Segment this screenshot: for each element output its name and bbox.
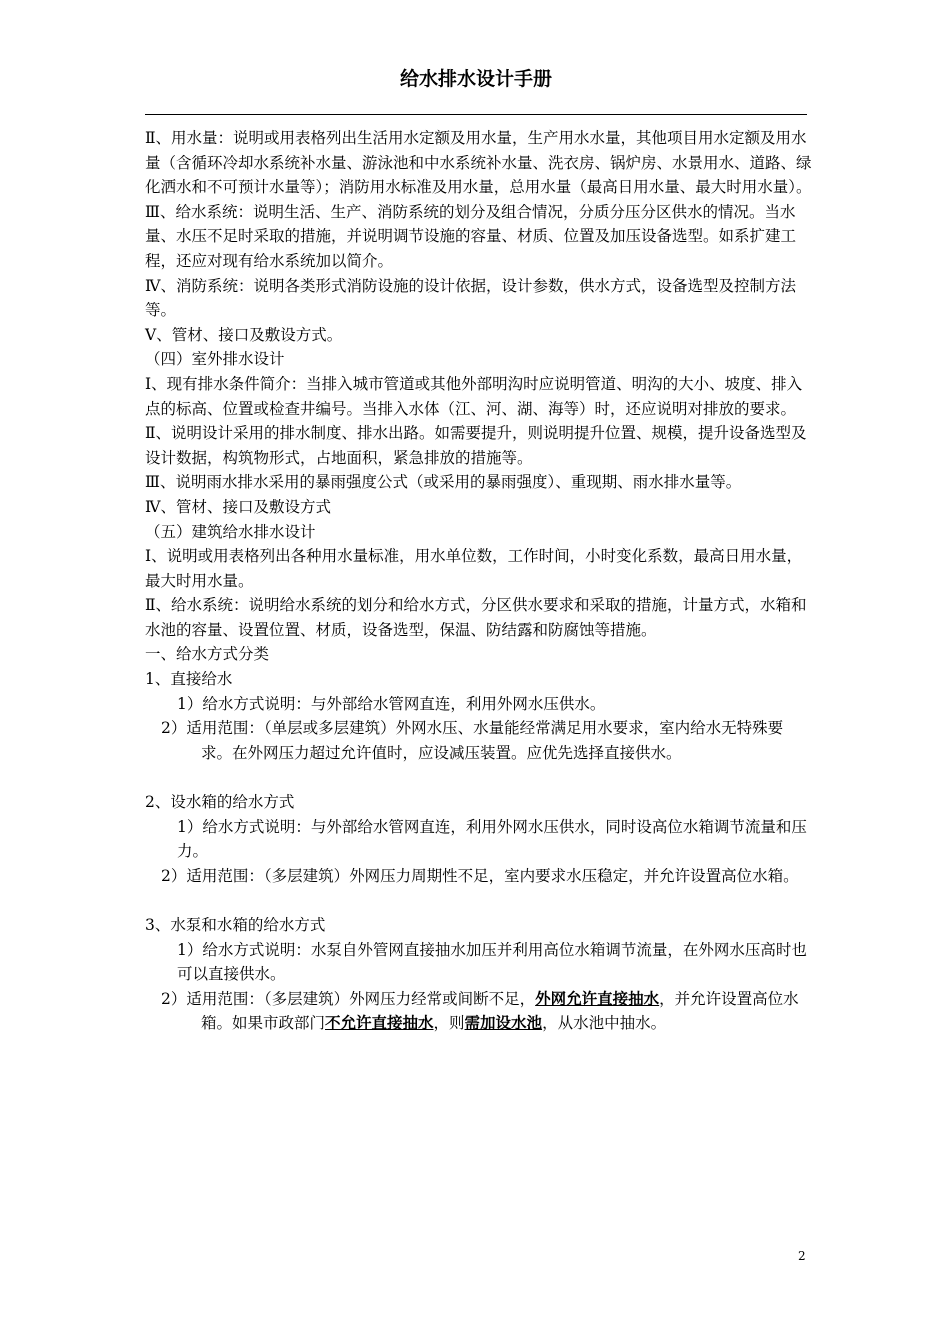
text-run: 2）适用范围：（多层建筑）外网压力经常或间断不足， xyxy=(161,989,536,1008)
section-heading-building-water: （五）建筑给水排水设计 xyxy=(145,522,316,541)
spacer xyxy=(145,888,813,913)
paragraph-rainwater: Ⅲ、说明雨水排水采用的暴雨强度公式（或采用的暴雨强度）、重现期、雨水排水量等。 xyxy=(145,473,742,492)
text-run: ，则 xyxy=(433,1014,465,1033)
emphasized-text: 需加设水池 xyxy=(464,1013,543,1033)
spacer xyxy=(145,765,813,790)
paragraph-drainage-pipes: Ⅳ、管材、接口及敷设方式 xyxy=(145,497,331,516)
paragraph-drainage-system: Ⅱ、说明设计采用的排水制度、排水出路。如需要提升，则说明提升位置、规模，提升设备选型及设计数据，构筑物形式，占地面积，紧急排放的措施等。 xyxy=(145,424,807,467)
list-item xyxy=(145,987,813,1036)
paragraph-water-standards: Ⅰ、说明或用表格列出各种用水量标准，用水单位数，工作时间，小时变化系数，最高日用水量，最大时用水量。 xyxy=(145,547,803,590)
paragraph-building-supply-system: Ⅱ、给水系统：说明给水系统的划分和给水方式，分区供水要求和采取的措施，计量方式，水箱和水池的容量、设置位置、材质，设备选型，保温、防结露和防腐蚀等措施。 xyxy=(145,596,807,639)
section-heading-supply-classification: 一、给水方式分类 xyxy=(145,645,270,664)
list-item: 1）给水方式说明：与外部给水管网直连，利用外网水压供水，同时设高位水箱调节流量和压力。 xyxy=(177,817,807,861)
subsection-heading-pump-tank-supply: 3、水泵和水箱的给水方式 xyxy=(145,916,326,934)
list-item: 2）适用范围：（单层或多层建筑）外网水压、水量能经常满足用水要求，室内给水无特殊要求。在外网压力超过允许值时，应设减压装置。应优先选择直接供水。 xyxy=(161,719,784,762)
list-item: 2）适用范围：（多层建筑）外网压力周期性不足，室内要求水压稳定，并允许设置高位水箱。 xyxy=(161,866,799,885)
list-item: 1）给水方式说明：水泵自外管网直接抽水加压并利用高位水箱调节流量，在外网水压高时也可以直接供水。 xyxy=(177,940,807,984)
paragraph-water-consumption: Ⅱ、用水量：说明或用表格列出生活用水定额及用水量，生产用水水量，其他项目用水定额及用水量（含循环冷却水系统补水量、游泳池和中水系统补水量、洗衣房、锅炉房、水景用水、道路、绿化洒水和不可预计水量等）；消防用水标准及用水量，总用水量（最高日用水量、最大时用水量）。 xyxy=(145,129,812,197)
header-rule xyxy=(145,114,807,115)
paragraph-fire-system: Ⅳ、消防系统：说明各类形式消防设施的设计依据，设计参数，供水方式，设备选型及控制方法等。 xyxy=(145,276,796,320)
page-number: 2 xyxy=(798,1249,806,1263)
subsection-heading-tank-supply: 2、设水箱的给水方式 xyxy=(145,793,295,812)
emphasized-text: 不允许直接抽水 xyxy=(325,1013,434,1033)
paragraph-water-supply-system: Ⅲ、给水系统：说明生活、生产、消防系统的划分及组合情况，分质分压分区供水的情况。当水量、水压不足时采取的措施，并说明调节设施的容量、材质、位置及加压设备选型。如系扩建工程，还应对现有给水系统加以简介。 xyxy=(145,202,797,270)
section-heading-outdoor-drainage: （四）室外排水设计 xyxy=(145,350,285,369)
list-item: 1）给水方式说明：与外部给水管网直连，利用外网水压供水。 xyxy=(177,694,606,713)
text-run: ，并允许设置高位水箱。如果市政部门 xyxy=(201,989,799,1033)
text-run: ，从水池中抽水。 xyxy=(542,1014,667,1033)
subsection-heading-direct-supply: 1、直接给水 xyxy=(145,670,233,689)
emphasized-text: 外网允许直接抽水 xyxy=(535,988,660,1008)
paragraph-existing-drainage: Ⅰ、现有排水条件简介：当排入城市管道或其他外部明沟时应说明管道、明沟的大小、坡度、排入点的标高、位置或检查井编号。当排入水体（江、河、湖、海等）时，还应说明对排放的要求。 xyxy=(145,374,803,418)
paragraph-pipe-materials: Ⅴ、管材、接口及敷设方式。 xyxy=(145,325,343,344)
document-body xyxy=(145,126,813,1036)
page-title: 给水排水设计手册 xyxy=(399,68,552,90)
